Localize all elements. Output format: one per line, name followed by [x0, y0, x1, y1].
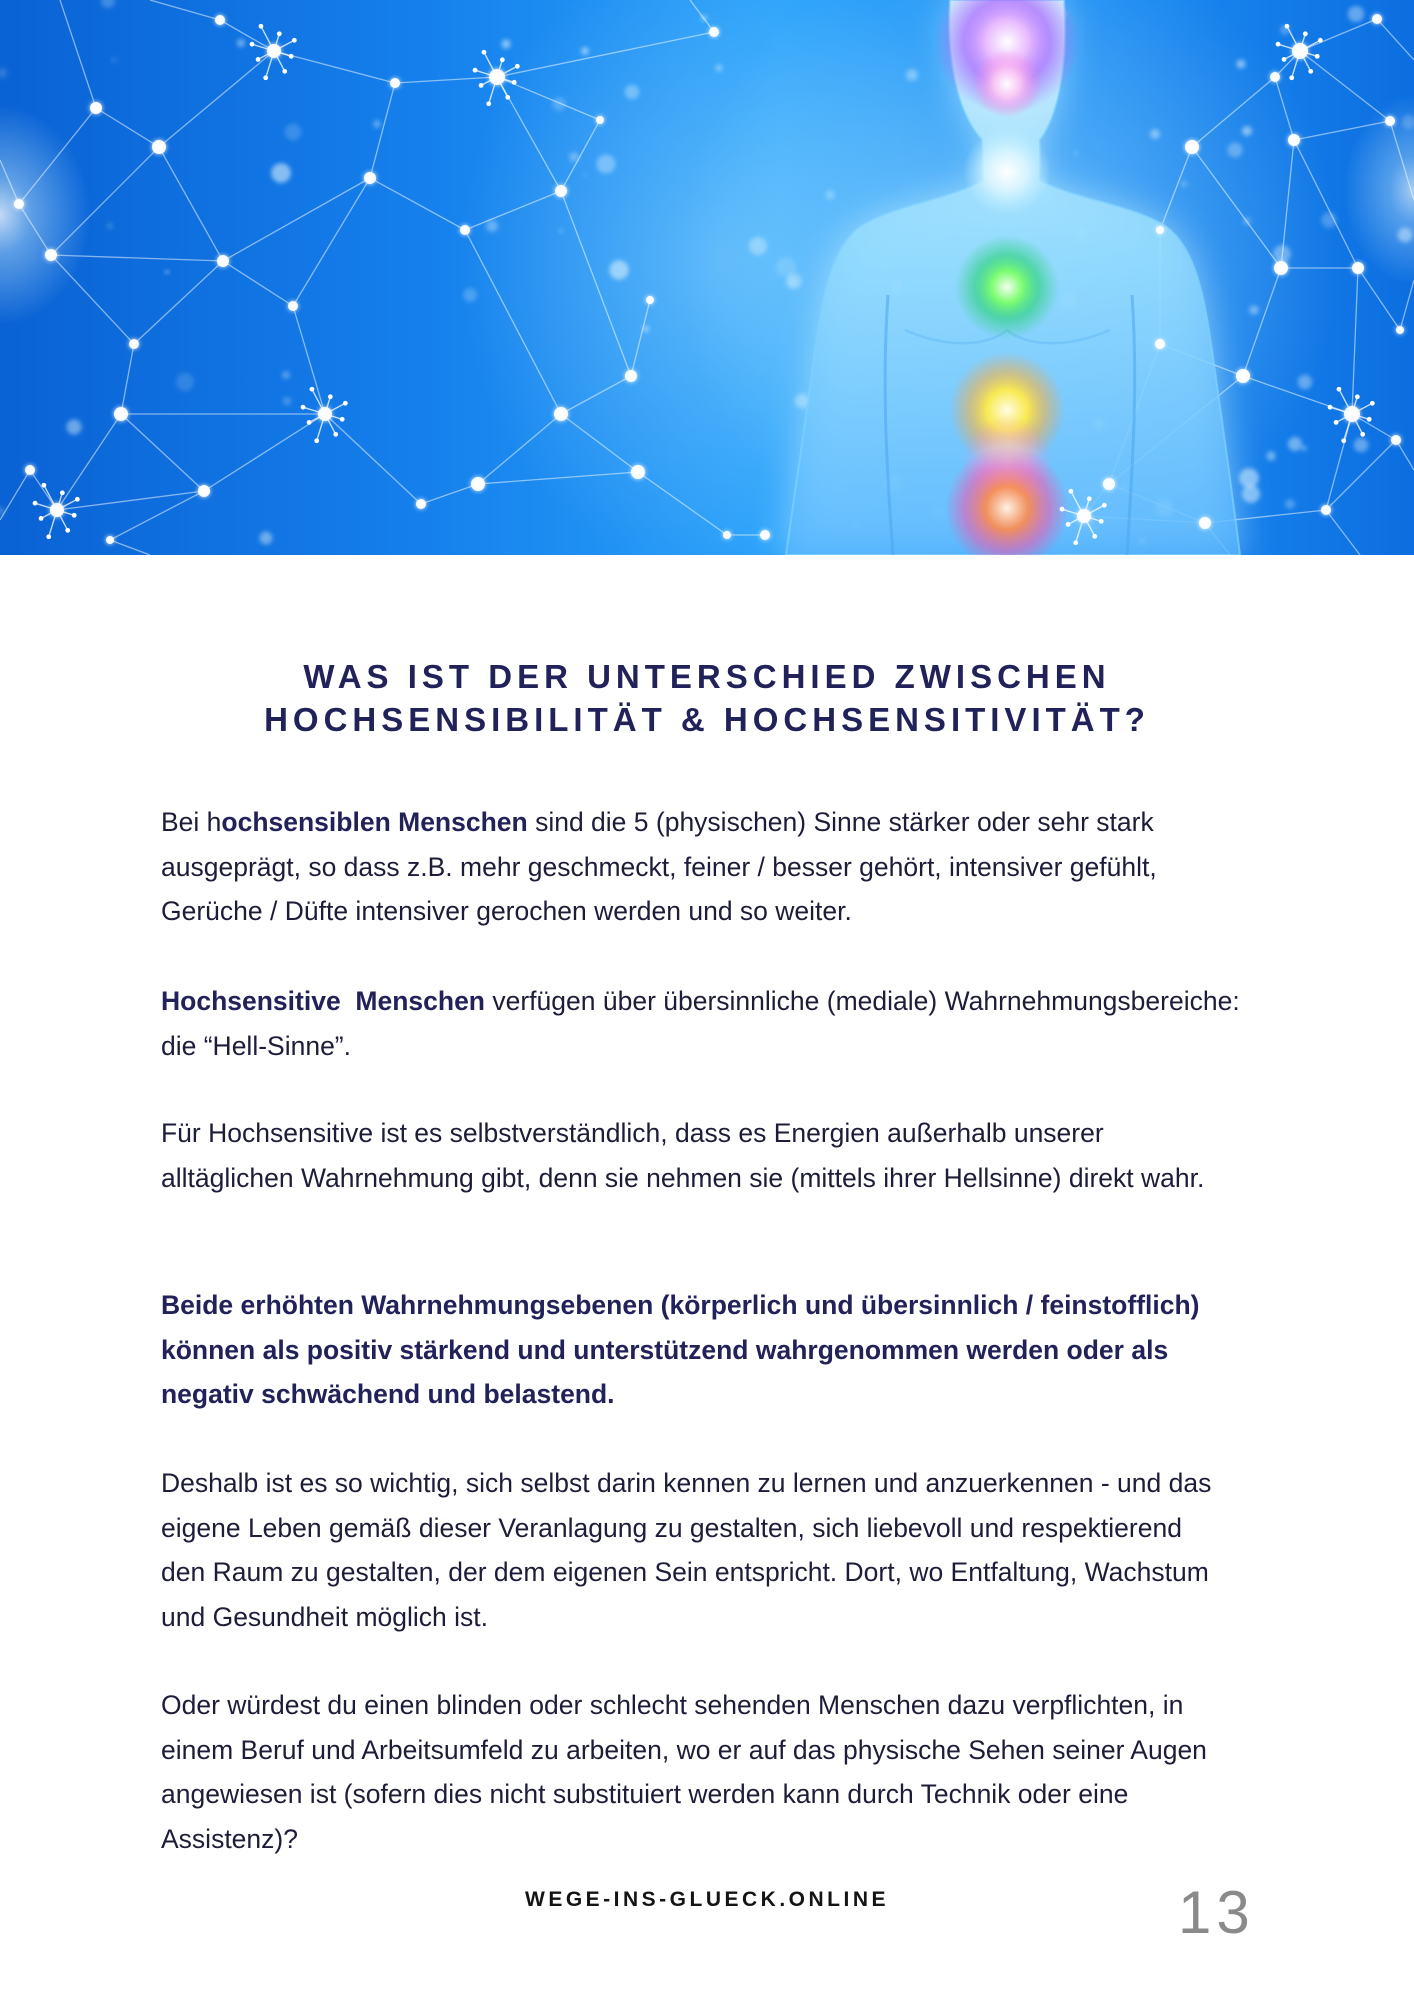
network-node — [1156, 226, 1164, 234]
network-node — [215, 15, 225, 25]
bokeh-light — [715, 64, 722, 71]
paragraph-4-line-1: Beide erhöhten Wahrnehmungsebenen (körperlich und übersinnlich / feinstofflich) — [161, 1290, 1200, 1320]
paragraph-1-text: Bei h — [161, 807, 222, 837]
chakra-heart-glow — [955, 235, 1059, 339]
bokeh-light — [583, 173, 587, 177]
bokeh-light — [260, 532, 273, 545]
page-number: 13 — [1178, 1879, 1255, 1946]
network-hub-spoke-dot — [473, 68, 478, 73]
network-hub-spoke-dot — [340, 417, 345, 422]
bokeh-light — [66, 419, 81, 434]
network-node — [555, 185, 567, 197]
paragraph-1-line-1 — [161, 800, 1157, 845]
network-hub-spoke-dot — [46, 534, 51, 539]
network-node — [45, 249, 57, 261]
network-node — [1372, 14, 1382, 24]
network-hub-spoke-dot — [289, 54, 294, 59]
paragraph-3-line-1: Für Hochsensitive ist es selbstverständlich, dass es Energien außerhalb unserer — [161, 1118, 1104, 1148]
paragraph-1-bold-term: ochsensiblen Menschen — [221, 807, 528, 837]
header-illustration — [0, 0, 1414, 555]
bokeh-light — [1249, 305, 1259, 315]
bokeh-light — [1354, 438, 1369, 453]
bokeh-light — [283, 397, 292, 406]
network-hub-spoke-dot — [307, 420, 312, 425]
network-node — [1274, 261, 1288, 275]
paragraph-2-bold-term: Hochsensitive Menschen — [161, 986, 485, 1016]
bokeh-light — [581, 47, 589, 55]
network-node — [631, 465, 645, 479]
network-hub-spoke-dot — [343, 401, 348, 406]
network-node — [596, 116, 604, 124]
paragraph-1-line-2: ausgeprägt, so dass z.B. mehr geschmeckt, feiner / besser gehört, intensiver gefühlt, — [161, 851, 1157, 882]
bokeh-light — [237, 39, 245, 47]
header-image — [0, 0, 1414, 555]
network-hub-spoke-dot — [505, 95, 510, 100]
network-node — [1236, 369, 1250, 383]
network-node — [198, 485, 210, 497]
network-node — [1155, 339, 1165, 349]
paragraph-1-text: sind die 5 (physischen) Sinne stärker oder sehr stark — [527, 807, 1154, 837]
network-node — [114, 407, 128, 421]
network-hub-spoke-dot — [65, 528, 70, 533]
network-node — [625, 370, 637, 382]
network-hub-spoke-dot — [263, 75, 268, 80]
bokeh-light — [906, 69, 918, 81]
network-hub-spoke-dot — [75, 497, 80, 502]
network-hub-spoke-dot — [1341, 438, 1346, 443]
network-node — [471, 477, 485, 491]
network-hub-spoke-dot — [486, 101, 491, 106]
paragraph-deshalb — [161, 1461, 1211, 1639]
network-hub-spoke-dot — [256, 57, 261, 62]
network-node — [152, 140, 166, 154]
paragraph-hochsensible — [161, 800, 1157, 934]
bokeh-light — [111, 57, 116, 62]
bokeh-light — [1398, 228, 1413, 243]
network-hub-spoke-dot — [292, 38, 297, 43]
paragraph-5-line-4: und Gesundheit möglich ist. — [161, 1601, 489, 1632]
network-node — [364, 172, 376, 184]
network-hub-spoke-dot — [1315, 54, 1320, 59]
bokeh-light — [776, 257, 796, 277]
bokeh-light — [597, 155, 616, 174]
page-title-line-1: WAS IST DER UNTERSCHIED ZWISCHEN — [303, 658, 1111, 695]
bokeh-light — [1348, 6, 1364, 22]
page-title — [0, 655, 1414, 741]
network-node — [709, 27, 719, 37]
network-hub-spoke-dot — [250, 42, 255, 47]
bokeh-light — [1298, 375, 1312, 389]
paragraph-1-line-3: Gerüche / Düfte intensiver gerochen werden und so weiter. — [161, 896, 852, 926]
bokeh-light — [552, 97, 565, 110]
network-hub-spoke-dot — [1092, 534, 1097, 539]
network-node — [554, 407, 568, 421]
bokeh-light — [1266, 451, 1275, 460]
network-node — [25, 465, 35, 475]
network-hub-spoke-dot — [1073, 540, 1078, 545]
network-node — [90, 102, 102, 114]
network-hub-spoke-dot — [277, 31, 282, 36]
network-hub-spoke-dot — [1318, 38, 1323, 43]
paragraph-4-line-2: können als positiv stärkend und unterstützend wahrgenommen werden oder als — [161, 1334, 1169, 1365]
bokeh-light — [463, 288, 477, 302]
network-node — [460, 225, 470, 235]
network-hub-spoke-dot — [333, 432, 338, 437]
network-node — [416, 499, 426, 509]
network-hub-spoke-dot — [1066, 522, 1071, 527]
bokeh-light — [176, 373, 194, 391]
network-hub-spoke-dot — [328, 394, 333, 399]
network-node — [760, 530, 770, 540]
network-node — [129, 339, 139, 349]
bokeh-light — [1285, 499, 1295, 509]
network-node — [1270, 72, 1280, 82]
network-node — [1185, 140, 1199, 154]
paragraph-5-line-3: den Raum zu gestalten, der dem eigenen Sein entspricht. Dort, wo Entfaltung, Wachstum — [161, 1557, 1209, 1587]
network-hub-spoke-dot — [1099, 519, 1104, 524]
network-hub-spoke-dot — [500, 57, 505, 62]
network-node — [217, 255, 229, 267]
chakra-throat-glow — [963, 128, 1051, 216]
network-hub-spoke-dot — [1367, 417, 1372, 422]
footer-website: WEGE-INS-GLUECK.ONLINE — [525, 1888, 889, 1911]
paragraph-3-line-2: alltäglichen Wahrnehmung gibt, denn sie nehmen sie (mittels ihrer Hellsinne) direkt wahr. — [161, 1162, 1205, 1193]
network-node — [1385, 116, 1395, 126]
paragraph-6-line-4: Assistenz)? — [161, 1823, 298, 1854]
paragraph-4-line-3: negativ schwächend und belastend. — [161, 1379, 615, 1409]
bokeh-light — [1288, 437, 1302, 451]
bokeh-light — [285, 124, 302, 141]
bokeh-light — [1074, 151, 1078, 155]
bokeh-light — [1228, 143, 1243, 158]
network-hub-spoke-dot — [1337, 387, 1342, 392]
network-hub-spoke-dot — [1308, 69, 1313, 74]
bokeh-light — [825, 190, 834, 199]
network-node — [1321, 505, 1331, 515]
bokeh-light — [501, 39, 510, 48]
network-hub-spoke-dot — [1069, 489, 1074, 494]
paragraph-5-line-1: Deshalb ist es so wichtig, sich selbst darin kennen zu lernen und anzuerkennen - und das — [161, 1468, 1212, 1498]
page-title-line-2: HOCHSENSIBILITÄT & HOCHSENSITIVITÄT? — [264, 701, 1150, 738]
network-hub-spoke-dot — [1334, 420, 1339, 425]
paragraph-2-line-2: die “Hell-Sinne”. — [161, 1030, 351, 1061]
network-node — [288, 301, 298, 311]
network-hub-spoke-dot — [301, 405, 306, 410]
bokeh-light — [609, 260, 628, 279]
bokeh-light — [107, 223, 113, 229]
paragraph-6-line-1: Oder würdest du einen blinden oder schlecht sehenden Menschen dazu verpflichten, in — [161, 1690, 1184, 1720]
network-hub-spoke-dot — [482, 50, 487, 55]
network-hub-spoke-dot — [1282, 57, 1287, 62]
network-hub-spoke-dot — [1060, 507, 1065, 512]
network-node — [1352, 262, 1364, 274]
bokeh-light — [282, 371, 290, 379]
paragraph-hochsensitive — [161, 979, 1240, 1068]
network-hub-spoke-dot — [1285, 24, 1290, 29]
network-hub-spoke-dot — [512, 80, 517, 85]
network-hub-spoke-dot — [1087, 496, 1092, 501]
network-node — [1199, 517, 1211, 529]
network-hub-spoke-dot — [1289, 75, 1294, 80]
network-hub-spoke-dot — [72, 513, 77, 518]
network-hub-spoke-dot — [1360, 432, 1365, 437]
bokeh-light — [625, 85, 640, 100]
network-hub-spoke-dot — [42, 483, 47, 488]
network-hub-spoke-dot — [1355, 394, 1360, 399]
network-hub-spoke-dot — [282, 69, 287, 74]
network-hub-spoke-dot — [33, 501, 38, 506]
network-hub-spoke-dot — [515, 64, 520, 69]
network-hub-spoke-dot — [1328, 405, 1333, 410]
network-hub-spoke-dot — [39, 516, 44, 521]
bokeh-light — [373, 120, 380, 127]
network-node — [1391, 435, 1401, 445]
paragraph-6-line-2: einem Beruf und Arbeitsumfeld zu arbeiten, wo er auf das physische Sehen seiner Augen — [161, 1734, 1207, 1765]
network-hub-spoke-dot — [1102, 503, 1107, 508]
paragraph-highlight — [161, 1283, 1200, 1417]
bokeh-light — [271, 163, 291, 183]
network-node — [646, 296, 654, 304]
paragraph-2-line-1 — [161, 979, 1240, 1024]
bokeh-light — [1301, 445, 1307, 451]
network-hub-spoke-dot — [310, 387, 315, 392]
network-node — [390, 78, 400, 88]
network-node — [106, 536, 114, 544]
bokeh-light — [165, 270, 169, 274]
bokeh-light — [486, 220, 498, 232]
bokeh-light — [749, 237, 767, 255]
network-node — [1103, 478, 1115, 490]
paragraph-6-line-3: angewiesen ist (sofern dies nicht substituiert werden kann durch Technik oder eine — [161, 1779, 1129, 1809]
bokeh-light — [559, 229, 564, 234]
bokeh-light — [1150, 129, 1160, 139]
paragraph-energien — [161, 1111, 1204, 1200]
bokeh-light — [1242, 126, 1252, 136]
paragraph-2-text: verfügen über übersinnliche (mediale) Wahrnehmungsbereiche: — [485, 986, 1240, 1016]
bokeh-light — [1237, 60, 1246, 69]
network-hub-spoke-dot — [259, 24, 264, 29]
network-hub-spoke-dot — [60, 490, 65, 495]
network-hub-spoke-dot — [1370, 401, 1375, 406]
network-node — [14, 199, 24, 209]
bokeh-light — [1181, 181, 1187, 187]
network-hub-spoke-dot — [314, 438, 319, 443]
network-node — [1288, 134, 1300, 146]
network-hub-spoke-dot — [1303, 31, 1308, 36]
chakra-third-eye-glow — [973, 50, 1041, 118]
network-hub-spoke-dot — [479, 83, 484, 88]
paragraph-question — [161, 1683, 1207, 1861]
paragraph-5-line-2: eigene Leben gemäß dieser Veranlagung zu gestalten, sich liebevoll und respektierend — [161, 1512, 1182, 1543]
network-hub-spoke-dot — [1276, 42, 1281, 47]
network-node — [723, 531, 731, 539]
network-node — [1396, 326, 1404, 334]
bokeh-light — [1239, 468, 1259, 488]
